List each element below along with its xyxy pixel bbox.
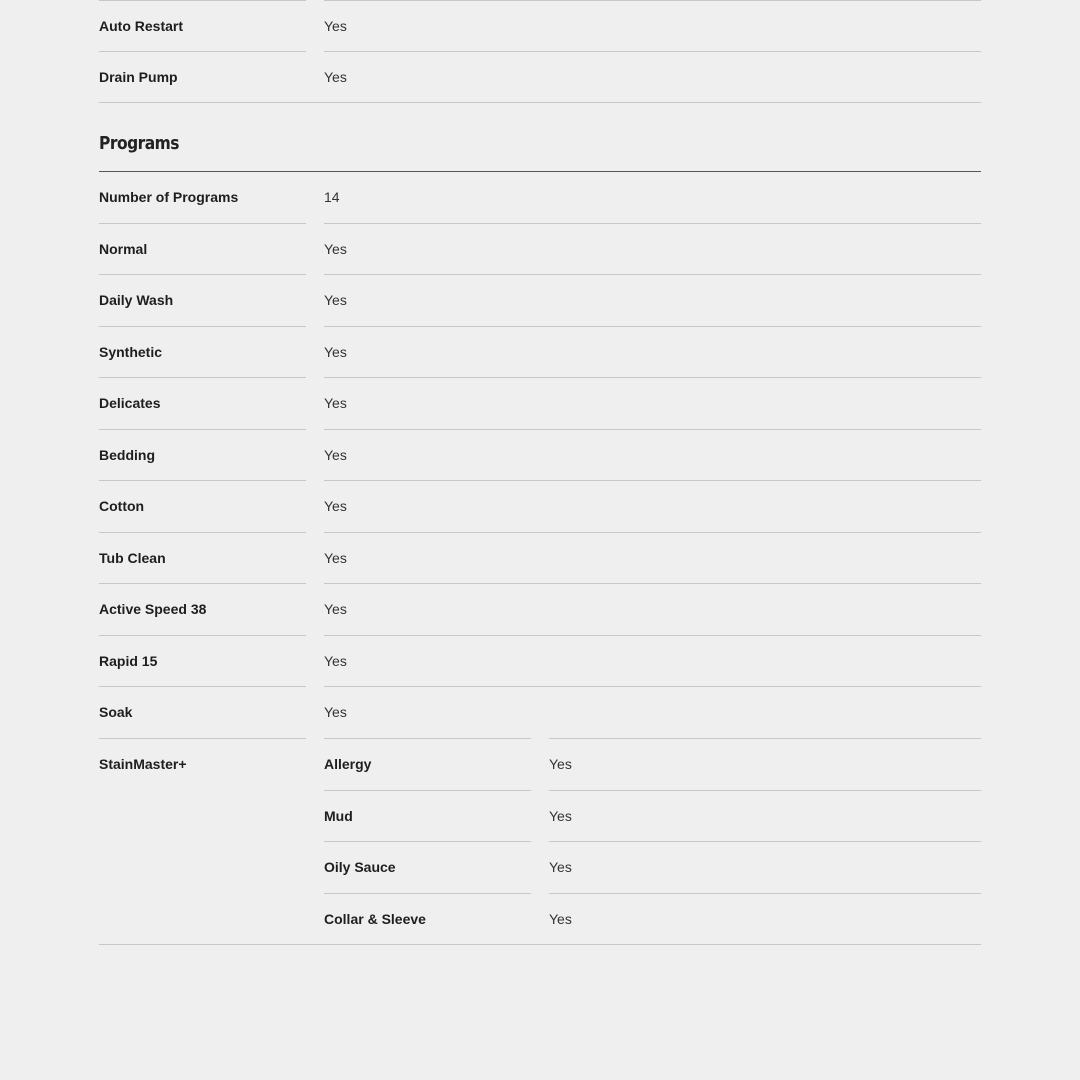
row-divider xyxy=(549,893,981,894)
spec-value-auto-restart: Yes xyxy=(324,18,347,34)
row-divider xyxy=(324,738,531,739)
stainmaster-sub-label: Oily Sauce xyxy=(324,859,396,875)
spec-label: Soak xyxy=(99,704,133,720)
row-divider xyxy=(99,274,306,275)
stainmaster-sub-value: Yes xyxy=(549,910,572,927)
spec-label: Active Speed 38 xyxy=(99,601,207,617)
row-divider xyxy=(324,635,981,636)
spec-value-drain-pump: Yes xyxy=(324,69,347,85)
spec-value: 14 xyxy=(324,189,340,205)
spec-value: Yes xyxy=(324,601,347,617)
row-divider xyxy=(549,841,981,842)
spec-label: Number of Programs xyxy=(99,189,239,205)
spec-value: Yes xyxy=(324,704,347,720)
row-divider xyxy=(99,686,306,687)
row-divider xyxy=(324,326,981,327)
row-divider xyxy=(99,429,306,430)
spec-value: Yes xyxy=(324,395,347,411)
stainmaster-sub-label: Collar & Sleeve xyxy=(324,910,426,927)
row-divider xyxy=(324,841,531,842)
spec-label-stainmaster: StainMaster+ xyxy=(99,756,187,772)
row-divider xyxy=(324,480,981,481)
stainmaster-sub-value: Yes xyxy=(549,807,572,824)
section-title-programs: Programs xyxy=(99,133,179,154)
row-divider xyxy=(99,738,306,739)
stainmaster-sub-value: Yes xyxy=(549,859,572,875)
stainmaster-sub-label: Allergy xyxy=(324,756,372,772)
spec-label-auto-restart: Auto Restart xyxy=(99,18,184,34)
spec-value: Yes xyxy=(324,292,347,308)
row-divider xyxy=(99,0,306,1)
spec-value: Yes xyxy=(324,498,347,514)
row-divider xyxy=(99,326,306,327)
stainmaster-sub-label: Mud xyxy=(324,807,353,824)
row-divider xyxy=(549,738,981,739)
row-divider xyxy=(99,51,306,52)
row-divider xyxy=(324,893,531,894)
row-divider xyxy=(324,377,981,378)
section-divider xyxy=(99,102,981,103)
row-divider xyxy=(324,223,981,224)
row-divider xyxy=(99,377,306,378)
table-bottom-divider xyxy=(99,944,981,945)
row-divider xyxy=(324,686,981,687)
spec-label-drain-pump: Drain Pump xyxy=(99,69,178,85)
row-divider xyxy=(324,790,531,791)
row-divider xyxy=(99,583,306,584)
spec-value: Yes xyxy=(324,446,347,463)
row-divider xyxy=(324,583,981,584)
row-divider xyxy=(324,274,981,275)
row-divider xyxy=(324,429,981,430)
row-divider xyxy=(99,635,306,636)
spec-label: Rapid 15 xyxy=(99,652,158,669)
spec-label: Delicates xyxy=(99,395,161,411)
row-divider xyxy=(549,790,981,791)
row-divider xyxy=(99,532,306,533)
spec-label: Synthetic xyxy=(99,343,163,360)
row-divider xyxy=(324,0,981,1)
spec-value: Yes xyxy=(324,549,347,566)
row-divider xyxy=(99,480,306,481)
stainmaster-sub-value: Yes xyxy=(549,756,572,772)
spec-label: Tub Clean xyxy=(99,549,166,566)
spec-value: Yes xyxy=(324,240,347,257)
section-title-underline xyxy=(99,171,981,172)
spec-value: Yes xyxy=(324,343,347,360)
spec-label: Cotton xyxy=(99,498,145,514)
spec-label: Bedding xyxy=(99,446,155,463)
spec-label: Daily Wash xyxy=(99,292,174,308)
row-divider xyxy=(99,223,306,224)
spec-label: Normal xyxy=(99,240,148,257)
row-divider xyxy=(324,532,981,533)
spec-value: Yes xyxy=(324,652,347,669)
row-divider xyxy=(324,51,981,52)
